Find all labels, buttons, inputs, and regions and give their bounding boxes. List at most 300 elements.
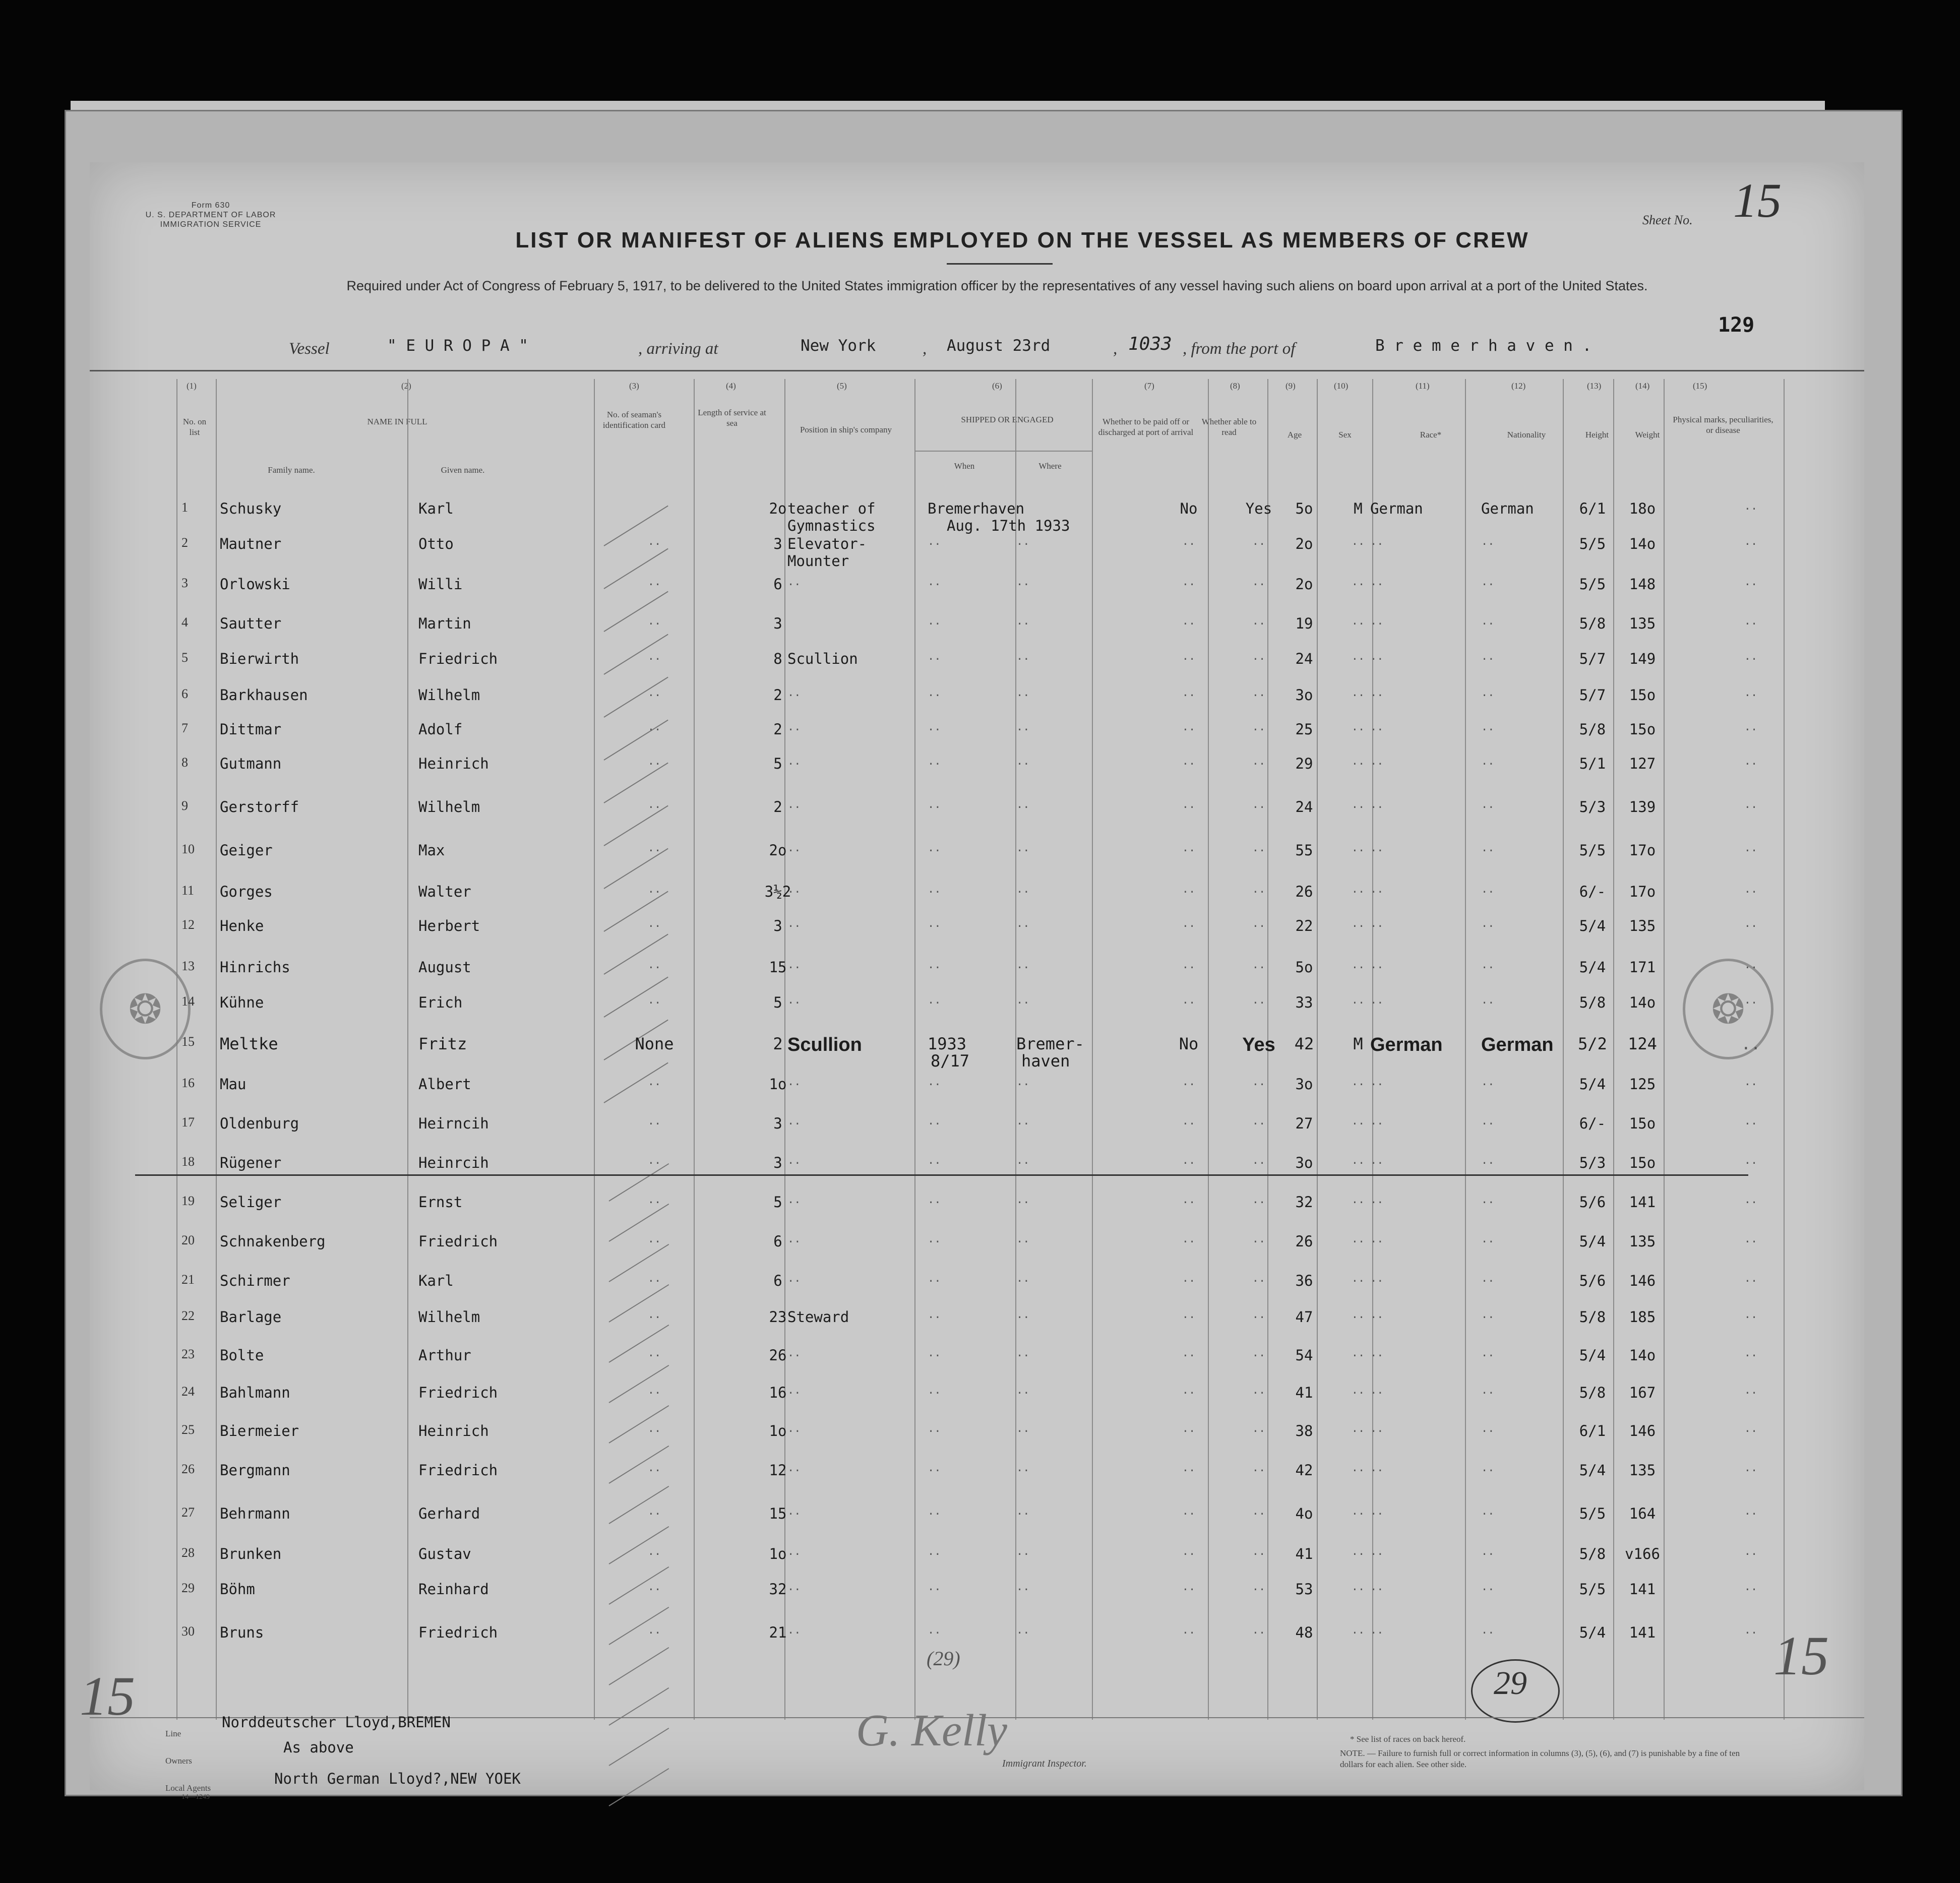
cell-where: .. [1016, 650, 1030, 663]
cell-marks: .. [1744, 615, 1758, 627]
cell-race: .. [1370, 1581, 1384, 1593]
cell-nat: .. [1481, 650, 1495, 663]
cell-height: 5/4 [1579, 1233, 1606, 1250]
column-rule [914, 379, 915, 1720]
cell-given: Gustav [418, 1545, 471, 1562]
cell-nat: .. [1481, 1272, 1495, 1285]
cell-when: .. [928, 798, 941, 811]
pencil-slash [608, 1687, 669, 1726]
cell-read: .. [1252, 1308, 1266, 1321]
cell-race: .. [1370, 576, 1384, 588]
cell-sex: .. [1351, 1347, 1365, 1359]
cell-read: .. [1252, 1233, 1266, 1245]
cell-when: 1933 [928, 1034, 967, 1053]
cell-when: .. [928, 1194, 941, 1206]
comma-sep: , [923, 340, 927, 358]
cell-service: 2o [769, 842, 787, 859]
cell-age: 3o [1295, 686, 1313, 704]
cell-height: 5/4 [1579, 1462, 1606, 1479]
cell-race: .. [1370, 1347, 1384, 1359]
col-head-where: Where [1038, 461, 1062, 471]
cell-no: 18 [181, 1154, 195, 1169]
column-rule [176, 379, 177, 1720]
cell-paid: .. [1182, 721, 1196, 733]
form-code: 14—1249 [181, 1793, 210, 1801]
cell-service: 12 [769, 1462, 787, 1479]
cell-weight: 149 [1629, 650, 1656, 667]
cell-race: .. [1370, 1422, 1384, 1435]
cell-family: Kühne [220, 994, 264, 1011]
col-num: (5) [837, 381, 847, 391]
cell-position: .. [787, 1384, 801, 1397]
cell-weight: 17o [1629, 883, 1656, 900]
cell-position: .. [787, 1194, 801, 1206]
cell-given: Friedrich [418, 1624, 498, 1641]
cell-position: .. [787, 1422, 801, 1435]
cell-when: .. [928, 1272, 941, 1285]
cell-given: Walter [418, 883, 471, 900]
cell-weight: 15o [1629, 686, 1656, 704]
cell-card: .. [647, 1624, 661, 1637]
cell-no: 16 [181, 1076, 195, 1090]
cell-no: 2 [181, 535, 188, 550]
cell-weight: 146 [1629, 1422, 1656, 1439]
cell-family: Brunken [220, 1545, 282, 1562]
cell-given: Erich [418, 994, 463, 1011]
cell-age: 54 [1295, 1347, 1313, 1364]
cell-given: Wilhelm [418, 1308, 480, 1326]
cell-no: 3 [181, 576, 188, 590]
cell-age: 38 [1295, 1422, 1313, 1439]
column-rule [1784, 379, 1785, 1720]
col-head-paid-off: Whether to be paid off or discharged at port of arrival [1098, 417, 1194, 437]
cell-service: 5 [773, 994, 782, 1011]
cell-weight: 135 [1629, 1233, 1656, 1250]
cell-height: 5/6 [1579, 1272, 1606, 1289]
cell-family: Hinrichs [220, 959, 290, 976]
cell-paid: .. [1182, 1272, 1196, 1285]
title-rule [947, 263, 1053, 265]
cell-service: 6 [773, 1272, 782, 1289]
cell-age: 42 [1295, 1462, 1313, 1479]
arrival-date: August 23rd [947, 337, 1051, 355]
cell-weight: 124 [1628, 1034, 1657, 1053]
cell-race: .. [1370, 883, 1384, 896]
cell-family: Oldenburg [220, 1115, 299, 1132]
cell-service: 3 [773, 917, 782, 934]
cell-service: 26 [769, 1347, 787, 1364]
header-rule [90, 370, 1864, 371]
cell-family: Mautner [220, 535, 282, 552]
cell-family: Mau [220, 1076, 247, 1093]
from-port-label: , from the port of [1183, 340, 1296, 358]
cell-age: 55 [1295, 842, 1313, 859]
cell-marks: .. [1744, 994, 1758, 1007]
cell-weight: 15o [1629, 1154, 1656, 1171]
cell-family: Orlowski [220, 576, 290, 593]
cell-nat: .. [1481, 842, 1495, 854]
cell-height: 5/8 [1579, 994, 1606, 1011]
cell-service: 1o [769, 1076, 787, 1093]
cell-given: Reinhard [418, 1581, 489, 1598]
cell-paid: No [1179, 1034, 1199, 1053]
cell-read: .. [1252, 535, 1266, 548]
cell-weight: 18o [1629, 500, 1656, 517]
pencil-slash [608, 1647, 669, 1685]
cell-weight: 167 [1629, 1384, 1656, 1401]
cell-no: 14 [181, 994, 195, 1009]
cell-service: 32 [769, 1581, 787, 1598]
cell-race: German [1370, 1034, 1443, 1055]
cell-age: 2o [1295, 535, 1313, 552]
col-head-race: Race* [1420, 430, 1442, 440]
cell-read: .. [1252, 576, 1266, 588]
cell-family: Gorges [220, 883, 273, 900]
cell-marks: .. [1744, 1154, 1758, 1167]
cell-height: 5/4 [1579, 1624, 1606, 1641]
cell-no: 24 [181, 1384, 195, 1399]
cell-position: .. [787, 1462, 801, 1474]
cell-nat: .. [1481, 1462, 1495, 1474]
cell-family: Behrmann [220, 1505, 290, 1522]
cell-position: .. [787, 686, 801, 699]
cell-paid: .. [1182, 576, 1196, 588]
cell-when: .. [928, 959, 941, 971]
cell-height: 5/5 [1579, 842, 1606, 859]
cell-family: Schirmer [220, 1272, 290, 1289]
margin-note-right: 15 [1773, 1625, 1829, 1686]
cell-read: .. [1252, 1505, 1266, 1518]
cell-read: .. [1252, 1581, 1266, 1593]
cell-read: .. [1252, 686, 1266, 699]
cell-paid: .. [1182, 1076, 1196, 1088]
cell-weight: 141 [1629, 1194, 1656, 1211]
cell-where: .. [1016, 1347, 1030, 1359]
cell-weight: 15o [1629, 721, 1656, 738]
cell-sex: .. [1351, 1624, 1365, 1637]
cell-sex: .. [1351, 959, 1365, 971]
cell-card: .. [647, 1076, 661, 1088]
cell-read: Yes [1242, 1034, 1275, 1055]
cell-given: Friedrich [418, 1384, 498, 1401]
cell-sex: .. [1351, 1272, 1365, 1285]
cell-paid: .. [1182, 1347, 1196, 1359]
cell-race: .. [1370, 1308, 1384, 1321]
cell-given: Martin [418, 615, 471, 632]
cell-read: .. [1252, 1462, 1266, 1474]
cell-paid: .. [1182, 994, 1196, 1007]
cell-marks: .. [1744, 1545, 1758, 1558]
col-head-name: NAME IN FULL [367, 417, 427, 426]
cell-service: 16 [769, 1384, 787, 1401]
cell-marks: .. [1744, 842, 1758, 854]
cell-service: 15 [769, 959, 787, 976]
col-head-nationality: Nationality [1507, 430, 1546, 440]
cell-nat: .. [1481, 798, 1495, 811]
cell-service: 2o [769, 500, 787, 517]
cell-age: 4o [1295, 1505, 1313, 1522]
line-label: Line [165, 1729, 181, 1738]
cell-paid: .. [1182, 1624, 1196, 1637]
cell-sex: .. [1351, 917, 1365, 930]
column-rule [1092, 379, 1093, 1720]
cell-race: .. [1370, 650, 1384, 663]
col-num: (13) [1587, 381, 1602, 391]
cell-no: 10 [181, 842, 195, 856]
agents-value: North German Lloyd?,NEW YOEK [274, 1770, 521, 1787]
cell-when: .. [928, 994, 941, 1007]
cell-read: .. [1252, 1624, 1266, 1637]
cell-nat: .. [1481, 686, 1495, 699]
cell-read: .. [1252, 1194, 1266, 1206]
cell-paid: .. [1182, 1462, 1196, 1474]
cell-no: 22 [181, 1308, 195, 1323]
cell-age: 2o [1295, 576, 1313, 593]
cell-service: 6 [773, 576, 782, 593]
cell-position: .. [787, 917, 801, 930]
cell-read: .. [1252, 1384, 1266, 1397]
cell-sex: .. [1351, 1194, 1365, 1206]
cell-race: .. [1370, 615, 1384, 627]
cell-card: .. [647, 1581, 661, 1593]
cell-given: Arthur [418, 1347, 471, 1364]
col-num: (8) [1230, 381, 1240, 391]
cell-given: Heirncih [418, 1115, 489, 1132]
cell-position: teacher of [787, 500, 876, 517]
cell-when: .. [928, 842, 941, 854]
cell-when: .. [928, 615, 941, 627]
cell-read: .. [1252, 755, 1266, 768]
cell-sex: .. [1351, 686, 1365, 699]
cell-age: 48 [1295, 1624, 1313, 1641]
col-head-card: No. of seaman's identification card [602, 410, 666, 430]
cell-height: 6/- [1579, 1115, 1606, 1132]
cell-given: Gerhard [418, 1505, 480, 1522]
cell-nat: .. [1481, 1115, 1495, 1127]
col-num: (6) [992, 381, 1002, 391]
cell-nat: .. [1481, 1545, 1495, 1558]
cell-given: Friedrich [418, 1233, 498, 1250]
cell-paid: .. [1182, 615, 1196, 627]
col-num: (15) [1693, 381, 1707, 391]
cell-read: .. [1252, 917, 1266, 930]
cell-age: 41 [1295, 1384, 1313, 1401]
cell-paid: .. [1182, 917, 1196, 930]
cell-weight: 141 [1629, 1581, 1656, 1598]
cell-when: .. [928, 1076, 941, 1088]
cell-position: .. [787, 1505, 801, 1518]
cell-nat: .. [1481, 1581, 1495, 1593]
col-head-read: Whether able to read [1201, 417, 1257, 437]
cell-no: 9 [181, 798, 188, 813]
cell-when: Bremerhaven [928, 500, 1025, 517]
cell-sex: .. [1351, 798, 1365, 811]
cell-given: Wilhelm [418, 798, 480, 815]
cell-given: Otto [418, 535, 454, 552]
pencil-slash [603, 805, 668, 846]
cell-where: Bremer- [1016, 1034, 1084, 1053]
cell-sex: .. [1351, 1422, 1365, 1435]
cell-race: .. [1370, 798, 1384, 811]
cell-nat: .. [1481, 1076, 1495, 1088]
cell-paid: .. [1182, 1233, 1196, 1245]
cell-no: 7 [181, 721, 188, 735]
cell-height: 5/7 [1579, 686, 1606, 704]
cell-card: .. [647, 615, 661, 627]
col-head-weight: Weight [1635, 430, 1660, 440]
cell-where: .. [1016, 1115, 1030, 1127]
cell-card: .. [647, 721, 661, 733]
cell-race: .. [1370, 994, 1384, 1007]
cell-position: .. [787, 1154, 801, 1167]
cell-no: 12 [181, 917, 195, 932]
cell-no: 25 [181, 1422, 195, 1437]
column-rule [1465, 379, 1466, 1720]
cell-height: 5/3 [1579, 798, 1606, 815]
cell-marks: .. [1744, 535, 1758, 548]
cell-no: 26 [181, 1462, 195, 1476]
cell-service: 2 [773, 686, 782, 704]
cell-read: .. [1252, 1115, 1266, 1127]
cell-where: .. [1016, 959, 1030, 971]
cell-nat: .. [1481, 1384, 1495, 1397]
cell-read: .. [1252, 1545, 1266, 1558]
col-num: (12) [1511, 381, 1526, 391]
cell-card: .. [647, 755, 661, 768]
cell-height: 6/1 [1579, 500, 1606, 517]
cell-age: 41 [1295, 1545, 1313, 1562]
col-num: (4) [726, 381, 736, 391]
cell-marks: .. [1744, 1233, 1758, 1245]
agents-label: Local Agents [165, 1783, 211, 1793]
cell-age: 47 [1295, 1308, 1313, 1326]
cell-position: .. [787, 576, 801, 588]
arriving-port: New York [801, 337, 876, 355]
cell-paid: .. [1182, 755, 1196, 768]
column-rule [216, 379, 217, 1720]
cell-height: 5/8 [1579, 1384, 1606, 1401]
cell-age: 26 [1295, 883, 1313, 900]
cell-race: .. [1370, 1384, 1384, 1397]
cell-nat: .. [1481, 917, 1495, 930]
cell-service: 2 [773, 798, 782, 815]
cell-sex: .. [1351, 650, 1365, 663]
cell-height: 5/4 [1579, 959, 1606, 976]
cell-no: 5 [181, 650, 188, 665]
cell-where: .. [1016, 1154, 1030, 1167]
cell-card: .. [647, 842, 661, 854]
cell-nat: .. [1481, 1308, 1495, 1321]
cell-paid: .. [1182, 1154, 1196, 1167]
cell-family: Schusky [220, 500, 282, 517]
cell-height: 6/1 [1579, 1422, 1606, 1439]
cell-card: .. [647, 1194, 661, 1206]
cell-sex: .. [1351, 1505, 1365, 1518]
cell-family: Sautter [220, 615, 282, 632]
service: IMMIGRATION SERVICE [160, 220, 262, 229]
cell-sex: .. [1351, 1384, 1365, 1397]
cell-marks: .. [1744, 798, 1758, 811]
cell-weight: 15o [1629, 1115, 1656, 1132]
cell-when: .. [928, 1115, 941, 1127]
cell-position2: Mounter [787, 552, 849, 570]
cell-paid: .. [1182, 1194, 1196, 1206]
cell-weight: 14o [1629, 1347, 1656, 1364]
cell-position: .. [787, 883, 801, 896]
cell-paid: .. [1182, 883, 1196, 896]
cell-card: .. [647, 1272, 661, 1285]
cell-sex: .. [1351, 883, 1365, 896]
col-num: (14) [1635, 381, 1650, 391]
cell-nat: .. [1481, 535, 1495, 548]
cell-age: 3o [1295, 1076, 1313, 1093]
cell-paid: .. [1182, 1308, 1196, 1321]
cell-where: .. [1016, 1505, 1030, 1518]
cell-nat: .. [1481, 1624, 1495, 1637]
cell-service: 2 [773, 721, 782, 738]
cell-paid: No [1180, 500, 1198, 517]
pencil-slash [608, 1728, 669, 1766]
cell-height: 6/- [1579, 883, 1606, 900]
cell-position: Scullion [787, 1034, 862, 1055]
cell-age: 19 [1295, 615, 1313, 632]
cell-when: .. [928, 755, 941, 768]
cell-sex: .. [1351, 1462, 1365, 1474]
cell-read: .. [1252, 959, 1266, 971]
cell-card: .. [647, 1422, 661, 1435]
cell-sex: .. [1351, 615, 1365, 627]
vessel-name: " E U R O P A " [387, 337, 528, 355]
cell-marks: .. [1744, 1462, 1758, 1474]
cell-height: 5/8 [1579, 615, 1606, 632]
cell-service: 2 [773, 1034, 783, 1053]
cell-nat: .. [1481, 883, 1495, 896]
consular-seal-stamp: ❂ [100, 959, 191, 1059]
arrival-year: 1033 [1128, 334, 1172, 354]
cell-weight: 14o [1629, 994, 1656, 1011]
cell-sex: .. [1351, 576, 1365, 588]
cell-position: .. [787, 959, 801, 971]
col-num: (11) [1416, 381, 1430, 391]
cell-family: Gerstorff [220, 798, 299, 815]
cell-height: 5/5 [1579, 535, 1606, 552]
form-header [135, 201, 286, 229]
cell-given: Heinrich [418, 1422, 489, 1439]
cell-race: .. [1370, 1545, 1384, 1558]
cell-where: .. [1016, 1272, 1030, 1285]
col-num: (7) [1144, 381, 1154, 391]
cell-family: Bahlmann [220, 1384, 290, 1401]
cell-when: .. [928, 1233, 941, 1245]
col-num: (9) [1285, 381, 1296, 391]
cell-family: Bierwirth [220, 650, 299, 667]
cell-race: .. [1370, 1115, 1384, 1127]
cell-weight: 185 [1629, 1308, 1656, 1326]
cell-when: .. [928, 1581, 941, 1593]
sheet-number-value: 15 [1733, 173, 1782, 227]
cell-marks: .. [1744, 1505, 1758, 1518]
col-head-when: When [954, 461, 975, 471]
cell-nat: .. [1481, 576, 1495, 588]
cell-service: 3 [773, 615, 782, 632]
cell-race: .. [1370, 755, 1384, 768]
cell-when: .. [928, 883, 941, 896]
column-rule [594, 379, 595, 1720]
col-head-shipped: SHIPPED OR ENGAGED [961, 415, 1054, 424]
cell-race: .. [1370, 917, 1384, 930]
cell-given: Max [418, 842, 445, 859]
cell-card: .. [647, 994, 661, 1007]
